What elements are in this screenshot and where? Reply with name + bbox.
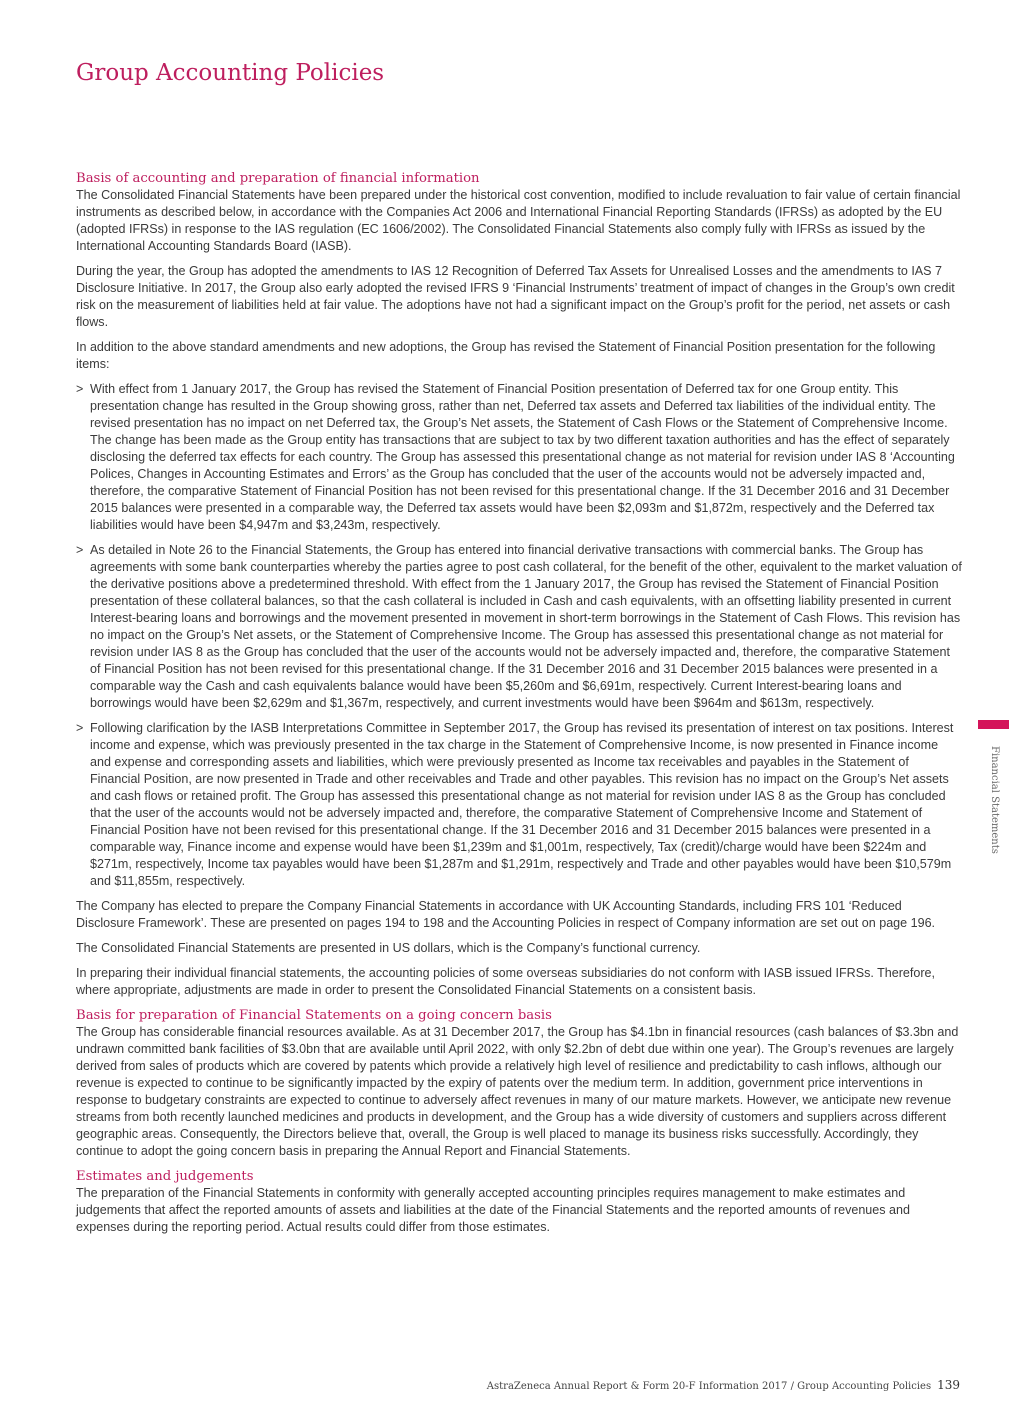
section-estimates xyxy=(76,1168,962,1236)
paragraph: The Group has considerable financial resources available. As at 31 December 2017, the Group has $4.1bn in financial resources (cash balances of $3.3bn and undrawn committed bank facilities of $3.0bn that are available until April 2022, with only $2.2bn of debt due within one year). The Group’s revenues are largely derived from sales of products which are covered by patents which provide a relatively high level of resilience and predictability to cash inflows, although our revenue is expected to continue to be significantly impacted by the expiry of patents over the medium term. In addition, government price interventions in response to budgetary constraints are expected to continue to adversely affect revenues in many of our mature markets. However, we anticipate new revenue streams from both recently launched medicines and products in development, and the Group has a wide diversity of customers and suppliers across different geographic areas. Consequently, the Directors believe that, overall, the Group is well placed to manage its business risks successfully. Accordingly, they continue to adopt the going concern basis in preparing the Annual Report and Financial Statements. xyxy=(76,1025,959,1158)
bullet-marker: > xyxy=(76,543,84,557)
paragraph: The preparation of the Financial Statements in conformity with generally accepted accounting principles requires management to make estimates and judgements that affect the reported amounts of assets and liabilities at the date of the Financial Statements and the reported amounts of revenues and expenses during the reporting period. Actual results could differ from those estimates. xyxy=(76,1186,910,1234)
section-going-concern xyxy=(76,1007,962,1160)
section-heading: Basis for preparation of Financial Statements on a going concern basis xyxy=(76,1008,552,1023)
list-item xyxy=(76,542,962,712)
footer-text: AstraZeneca Annual Report & Form 20-F Information 2017 / Group Accounting Policies xyxy=(486,1381,932,1392)
paragraph: In preparing their individual financial statements, the accounting policies of some overseas subsidiaries do not conform with IASB issued IFRSs. Therefore, where appropriate, adjustments are made in order to present the Consolidated Financial Statements on a consistent basis. xyxy=(76,966,935,997)
bullet-marker: > xyxy=(76,721,84,735)
paragraph: During the year, the Group has adopted the amendments to IAS 12 Recognition of Deferred Tax Assets for Unrealised Losses and the amendments to IAS 7 Disclosure Initiative. In 2017, the Group also early adopted the revised IFRS 9 ‘Financial Instruments’ treatment of impact of changes in the Group’s own credit risk on the measurement of liabilities held at fair value. The adoptions have not had a significant impact on the Group’s profit for the period, net assets or cash flows. xyxy=(76,264,955,329)
page-title: Group Accounting Policies xyxy=(76,60,385,86)
paragraph: The Consolidated Financial Statements have been prepared under the historical cost convention, modified to include revaluation to fair value of certain financial instruments as described below, in accordance with the Companies Act 2006 and International Financial Reporting Standards (IFRSs) as adopted by the EU (adopted IFRSs) in response to the IAS regulation (EC 1606/2002). The Consolidated Financial Statements also comply fully with IFRSs as issued by the International Accounting Standards Board (IASB). xyxy=(76,188,961,253)
bullet-marker: > xyxy=(76,382,84,396)
list-item-text: With effect from 1 January 2017, the Group has revised the Statement of Financial Position presentation of Deferred tax for one Group entity. This presentation change has resulted in the Group showing gross, rather than net, Deferred tax assets and Deferred tax liabilities of the individual entity. The revised presentation has no impact on net Deferred tax, the Group’s Net assets, the Statement of Cash Flows or the Statement of Comprehensive Income. The change has been made as the Group entity has transactions that are subject to tax by two different taxation authorities and has the effect of separately disclosing the deferred tax effects for each country. The Group has assessed this presentational change as not material for revision under IAS 8 ‘Accounting Polices, Changes in Accounting Estimates and Errors’ as the Group has concluded that the user of the accounts would not be adversely impacted and, therefore, the comparative Statement of Financial Position has not been revised for this presentational change. If the 31 December 2016 and 31 December 2015 balances were presented in a comparable way, the Deferred tax assets would have been $2,093m and $1,872m, respectively and the Deferred tax liabilities would have been $4,947m and $3,243m, respectively. xyxy=(90,382,955,532)
section-tab-marker xyxy=(978,720,1009,729)
paragraph: The Company has elected to prepare the Company Financial Statements in accordance with UK Accounting Standards, including FRS 101 ‘Reduced Disclosure Framework’. These are presented on pages 194 to 198 and the Accounting Policies in respect of Company information are set out on page 196. xyxy=(76,899,936,930)
side-section-label xyxy=(986,746,1002,854)
list-item xyxy=(76,720,962,890)
side-label-text: Financial Statements xyxy=(989,746,1000,854)
main-content xyxy=(76,170,962,1244)
section-heading: Basis of accounting and preparation of financial information xyxy=(76,171,480,186)
paragraph: In addition to the above standard amendments and new adoptions, the Group has revised the Statement of Financial Position presentation for the following items: xyxy=(76,340,936,371)
page-footer xyxy=(487,1378,960,1392)
paragraph: The Consolidated Financial Statements are presented in US dollars, which is the Company’s functional currency. xyxy=(76,941,701,955)
bullet-list xyxy=(76,381,962,890)
list-item-text: Following clarification by the IASB Interpretations Committee in September 2017, the Group has revised its presentation of interest on tax positions. Interest income and expense, which was previously presented in the tax charge in the Statement of Comprehensive Income, is now presented in Finance income and expense and corresponding assets and liabilities, which were previously presented as Income tax receivables and payables in the Statement of Financial Position, are now presented in Trade and other receivables and Trade and other payables. This revision has no impact on the Group’s Net assets and cash flows or retained profit. The Group has assessed this presentational change as not material for revision under IAS 8 as the Group has concluded that the user of the accounts would not be adversely impacted and, therefore, the comparative Statement of Comprehensive Income and Statement of Financial Position have not been revised for this presentational change. If the 31 December 2016 and 31 December 2015 balances were presented in a comparable way, Finance income and expense would have been $1,239m and $1,001m, respectively, Tax (credit)/charge would have been $224m and $271m, respectively, Income tax payables would have been $1,287m and $1,291m, respectively and Trade and other payables would have been $10,579m and $11,855m, respectively. xyxy=(90,721,954,888)
section-basis-of-accounting xyxy=(76,170,962,999)
page-number: 139 xyxy=(937,1378,960,1392)
section-heading: Estimates and judgements xyxy=(76,1169,254,1184)
list-item xyxy=(76,381,962,534)
list-item-text: As detailed in Note 26 to the Financial Statements, the Group has entered into financial derivative transactions with commercial banks. The Group has agreements with some bank counterparties whereby the parties agree to post cash collateral, for the benefit of the other, equivalent to the market valuation of the derivative positions above a predetermined threshold. With effect from the 1 January 2017, the Group has revised the Statement of Financial Position presentation of these collateral balances, so that the cash collateral is included in Cash and cash equivalents, with an offsetting liability presented in current Interest-bearing loans and borrowings and the movement presented in movement in short-term borrowings in the Statement of Cash Flows. This revision has no impact on the Group’s Net assets, or the Statement of Comprehensive Income. The Group has assessed this presentational change as not material for revision under IAS 8 as the Group has concluded that the user of the accounts would not be adversely impacted and, therefore, the comparative Statement of Financial Position has not been revised for this presentational change. If the 31 December 2016 and 31 December 2015 balances were presented in a comparable way the Cash and cash equivalents balance would have been $5,260m and $6,691m, respectively. Current Interest-bearing loans and borrowings would have been $2,629m and $1,367m, respectively, and current investments would have been $964m and $613m, respectively. xyxy=(90,543,962,710)
